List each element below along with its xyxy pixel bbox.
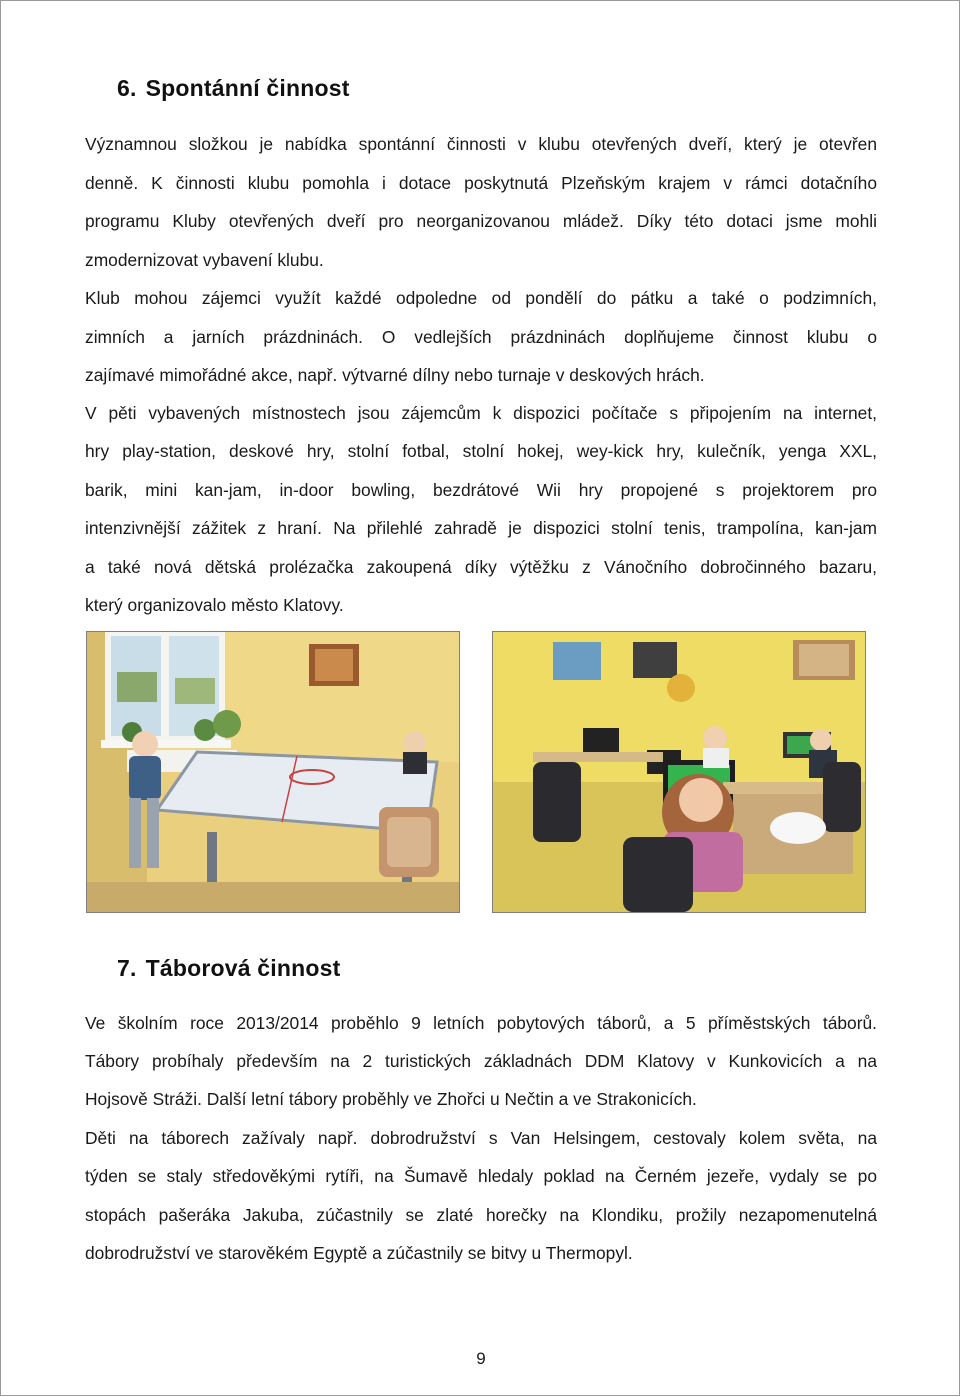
paragraph-line: Významnou složkou je nabídka spontánní činnosti v klubu otevřených dveří, který je otevřen xyxy=(85,134,877,154)
paragraph-line: intenzivnější zážitek z hraní. Na přilehlé zahradě je dispozici stolní tenis, trampolína, kan-jam xyxy=(85,518,877,538)
paragraph-line: hry play-station, deskové hry, stolní fotbal, stolní hokej, wey-kick hry, kulečník, yenga XXL, xyxy=(85,441,877,461)
paragraph-line: denně. K činnosti klubu pomohla i dotace poskytnutá Plzeňským krajem v rámci dotačního xyxy=(85,173,877,193)
section-7-heading xyxy=(117,955,341,982)
photo-computer-room xyxy=(492,631,866,913)
paragraph-line: Hojsově Stráži. Další letní tábory proběhly ve Zhořci u Nečtin a ve Strakonicích. xyxy=(85,1089,697,1109)
paragraph-line: Děti na táborech zažívaly např. dobrodružství s Van Helsingem, cestovaly kolem světa, na xyxy=(85,1128,877,1148)
paragraph-line: programu Kluby otevřených dveří pro neorganizovanou mládež. Díky této dotaci jsme mohli xyxy=(85,211,877,231)
paragraph-line: V pěti vybavených místnostech jsou zájemcům k dispozici počítače s připojením na internet, xyxy=(85,403,877,423)
section-7-title: Táborová činnost xyxy=(145,955,341,981)
paragraph-line: který organizovalo město Klatovy. xyxy=(85,595,344,615)
paragraph-line: zajímavé mimořádné akce, např. výtvarné dílny nebo turnaje v deskových hrách. xyxy=(85,365,705,385)
section-6-heading xyxy=(117,75,350,102)
paragraph-line: dobrodružství ve starověkém Egyptě a zúčastnily se bitvy u Thermopyl. xyxy=(85,1243,633,1263)
paragraph-line: týden se staly středověkými rytíři, na Šumavě hledaly poklad na Černém jezeře, vydaly se po xyxy=(85,1166,877,1186)
paragraph-line: Ve školním roce 2013/2014 proběhlo 9 letních pobytových táborů, a 5 příměstských táborů. xyxy=(85,1013,877,1033)
paragraph-line: Klub mohou zájemci využít každé odpoledne od pondělí do pátku a také o podzimních, xyxy=(85,288,877,308)
computer-room-photo-illustration xyxy=(493,632,865,912)
paragraph-line: stopách pašeráka Jakuba, zúčastnily se zlaté horečky na Klondiku, prožily nezapomenutelná xyxy=(85,1205,877,1225)
page-number: 9 xyxy=(476,1349,486,1368)
air-hockey-photo-illustration xyxy=(87,632,459,912)
section-7-number: 7. xyxy=(117,955,137,981)
paragraph-line: barik, mini kan-jam, in-door bowling, bezdrátové Wii hry propojené s projektorem pro xyxy=(85,480,877,500)
photo-air-hockey-room xyxy=(86,631,460,913)
section-6-number: 6. xyxy=(117,75,137,101)
section-6-title: Spontánní činnost xyxy=(145,75,350,101)
paragraph-line: a také nová dětská prolézačka zakoupená díky výtěžku z Vánočního dobročinného bazaru, xyxy=(85,557,877,577)
paragraph-line: zmodernizovat vybavení klubu. xyxy=(85,250,324,270)
paragraph-line: Tábory probíhaly především na 2 turistických základnách DDM Klatovy v Kunkovicích a na xyxy=(85,1051,877,1071)
paragraph-line: zimních a jarních prázdninách. O vedlejších prázdninách doplňujeme činnost klubu o xyxy=(85,327,877,347)
